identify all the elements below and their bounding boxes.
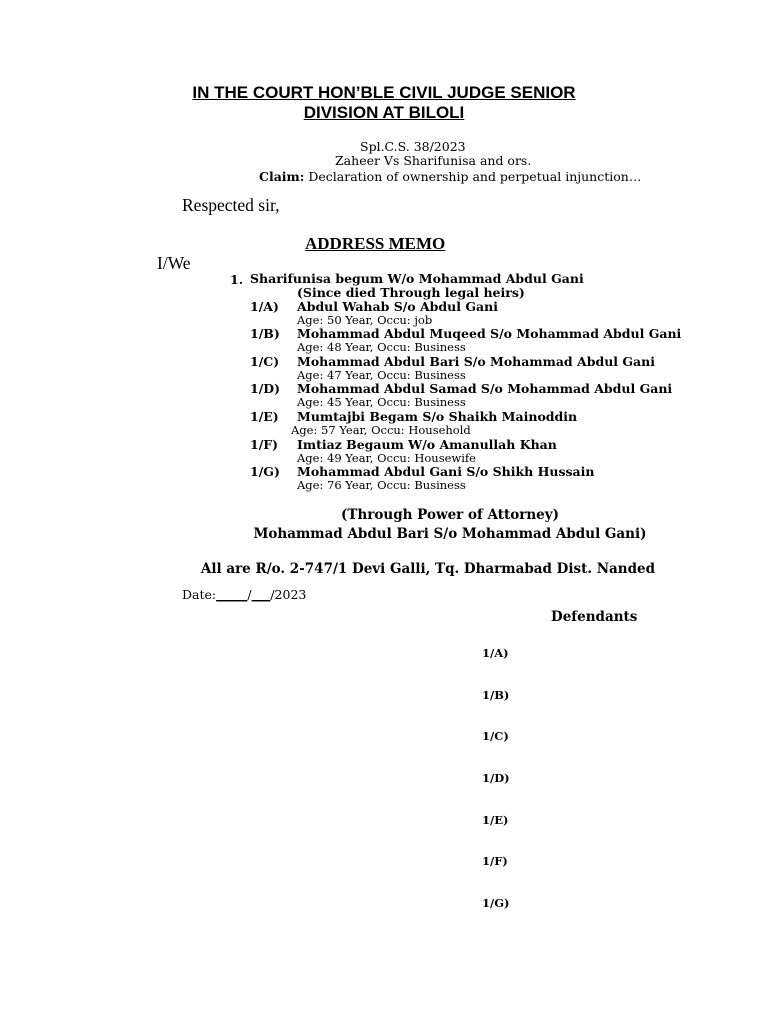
case-parties: Zaheer Vs Sharifunisa and ors. bbox=[335, 153, 532, 168]
heir-detail: Age: 49 Year, Occu: Housewife bbox=[297, 451, 476, 465]
case-number: Spl.C.S. 38/2023 bbox=[360, 139, 466, 154]
defendants-label: Defendants bbox=[551, 609, 638, 625]
court-heading bbox=[0, 83, 768, 103]
claim-text: Declaration of ownership and perpetual injunction… bbox=[304, 169, 642, 184]
court-heading-line2: DIVISION AT bbox=[303, 103, 409, 122]
iwe-label: I/We bbox=[157, 253, 191, 273]
heir-number: 1/C) bbox=[250, 354, 280, 369]
heir-number: 1/F) bbox=[250, 437, 279, 452]
residence-address: All are R/o. 2-747/1 Devi Galli, Tq. Dharmabad Dist. Nanded bbox=[200, 561, 656, 577]
defendant-main-note: (Since died Through legal heirs) bbox=[297, 285, 525, 300]
memo-title: ADDRESS MEMO bbox=[305, 234, 446, 253]
defendant-main-name: Sharifunisa begum W/o Mohammad Abdul Gani bbox=[250, 271, 584, 286]
date-line bbox=[182, 587, 306, 602]
heir-name: Mohammad Abdul Muqeed S/o Mohammad Abdul Gani bbox=[297, 326, 682, 341]
signature-line: 1/B) bbox=[482, 688, 510, 702]
court-heading-second bbox=[0, 103, 768, 123]
heir-number: 1/B) bbox=[250, 326, 280, 341]
signature-line: 1/E) bbox=[482, 813, 509, 827]
heir-number: 1/D) bbox=[250, 381, 281, 396]
date-separator: / bbox=[247, 587, 252, 602]
heir-detail: Age: 45 Year, Occu: Business bbox=[297, 395, 466, 409]
heir-number: 1/A) bbox=[250, 299, 279, 314]
signature-line: 1/A) bbox=[482, 646, 509, 660]
signature-line: 1/G) bbox=[482, 896, 510, 910]
date-month-blank: ___ bbox=[251, 587, 271, 602]
court-heading-line1: IN THE COURT HON’BLE CIVIL JUDGE SENIOR bbox=[192, 83, 576, 102]
heir-name: Abdul Wahab S/o Abdul Gani bbox=[297, 299, 498, 314]
date-day-blank: _____ bbox=[216, 587, 248, 602]
heir-detail: Age: 48 Year, Occu: Business bbox=[297, 340, 466, 354]
heir-detail: Age: 50 Year, Occu: job bbox=[297, 313, 433, 327]
heir-number: 1/G) bbox=[250, 464, 280, 479]
attorney-line2: Mohammad Abdul Bari S/o Mohammad Abdul Gani) bbox=[253, 526, 647, 542]
heir-number: 1/E) bbox=[250, 409, 279, 424]
attorney-line1: (Through Power of Attorney) bbox=[341, 507, 559, 523]
heir-detail: Age: 76 Year, Occu: Business bbox=[297, 478, 466, 492]
heir-detail: Age: 47 Year, Occu: Business bbox=[297, 368, 466, 382]
signature-line: 1/D) bbox=[482, 771, 510, 785]
heir-name: Mohammad Abdul Samad S/o Mohammad Abdul Gani bbox=[297, 381, 673, 396]
court-place: BILOLI bbox=[408, 103, 465, 122]
date-year: 2023 bbox=[274, 587, 307, 602]
claim-label: Claim: bbox=[259, 169, 305, 184]
heir-name: Mohammad Abdul Gani S/o Shikh Hussain bbox=[297, 464, 595, 479]
heir-name: Mumtajbi Begam S/o Shaikh Mainoddin bbox=[297, 409, 578, 424]
heir-detail: Age: 57 Year, Occu: Household bbox=[291, 423, 471, 437]
signature-line: 1/F) bbox=[482, 854, 508, 868]
signature-line: 1/C) bbox=[482, 729, 509, 743]
date-separator: / bbox=[270, 587, 275, 602]
case-claim bbox=[259, 169, 641, 184]
heir-name: Imtiaz Begaum W/o Amanullah Khan bbox=[297, 437, 557, 452]
date-label: Date: bbox=[182, 587, 217, 602]
defendant-main-number: 1. bbox=[230, 272, 244, 287]
heir-name: Mohammad Abdul Bari S/o Mohammad Abdul Gani bbox=[297, 354, 655, 369]
greeting: Respected sir, bbox=[182, 195, 280, 215]
